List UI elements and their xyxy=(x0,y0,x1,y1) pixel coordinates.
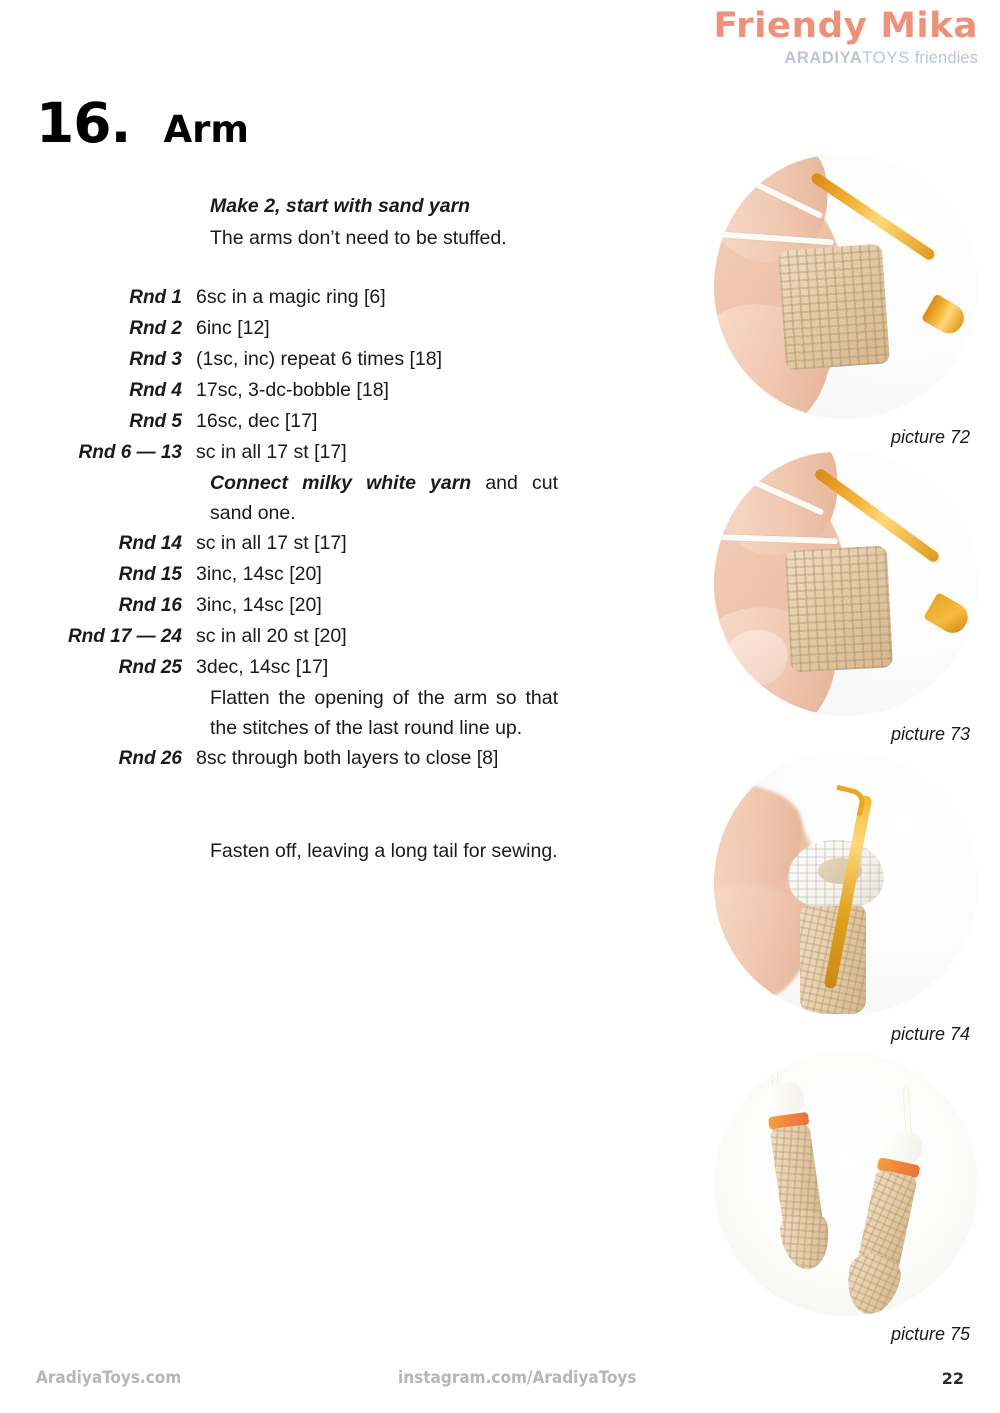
photo-73 xyxy=(714,452,978,716)
round-label: Rnd 26 xyxy=(118,748,182,769)
section-name: Arm xyxy=(163,108,249,151)
page-title xyxy=(36,91,249,155)
photo-72 xyxy=(714,155,978,419)
arm-hand-end xyxy=(778,1208,834,1272)
round-text: 3inc, 14sc [20] xyxy=(196,563,322,585)
page-header xyxy=(638,0,978,68)
brand-sub-friendies: friendies xyxy=(910,48,978,67)
photo-74 xyxy=(714,752,978,1016)
round-label: Rnd 3 xyxy=(129,349,182,370)
round-label: Rnd 2 xyxy=(129,318,182,339)
rounds-group-2 xyxy=(0,528,600,683)
round-row xyxy=(0,652,600,683)
rounds-group-1 xyxy=(0,282,600,468)
round-text: sc in all 20 st [20] xyxy=(196,625,347,647)
round-text: 3inc, 14sc [20] xyxy=(196,594,322,616)
fasten-off-note: Fasten off, leaving a long tail for sewing. xyxy=(210,840,558,862)
photo-block-74 xyxy=(698,752,978,1045)
note-connect-rest: and cut sand one. xyxy=(210,472,558,524)
round-text: 6inc [12] xyxy=(196,317,270,339)
brand-subtitle xyxy=(638,49,978,68)
crochet-fabric xyxy=(778,244,890,371)
page-footer xyxy=(0,1368,1000,1398)
footer-instagram[interactable]: instagram.com/AradiyaToys xyxy=(398,1368,637,1388)
round-row xyxy=(0,743,600,774)
round-row xyxy=(0,621,600,652)
note-connect-yarn xyxy=(210,468,558,528)
note-connect-strong: Connect milky white yarn xyxy=(210,472,472,494)
pattern-content xyxy=(0,190,600,867)
round-row xyxy=(0,344,600,375)
round-label: Rnd 15 xyxy=(118,564,182,585)
photo-block-75 xyxy=(698,1052,978,1345)
footer-page-number: 22 xyxy=(941,1369,964,1388)
photo-caption: picture 74 xyxy=(890,1024,970,1044)
round-label: Rnd 6 — 13 xyxy=(78,442,182,463)
crochet-fabric xyxy=(785,545,893,672)
photo-75 xyxy=(714,1052,978,1316)
brand-sub-aradiya: ARADIYA xyxy=(784,48,863,67)
round-label: Rnd 1 xyxy=(129,287,182,308)
section-number: 16. xyxy=(36,91,131,155)
rounds-group-3 xyxy=(0,743,600,774)
round-text: 17sc, 3-dc-bobble [18] xyxy=(196,379,389,401)
photo-block-72 xyxy=(698,155,978,448)
round-row xyxy=(0,282,600,313)
arm-white-cuff xyxy=(766,1080,806,1117)
round-text: sc in all 17 st [17] xyxy=(196,441,347,463)
intro-block xyxy=(210,190,560,254)
round-row xyxy=(0,375,600,406)
round-label: Rnd 25 xyxy=(118,657,182,678)
round-text: sc in all 17 st [17] xyxy=(196,532,347,554)
photo-block-73 xyxy=(698,452,978,745)
round-row xyxy=(0,559,600,590)
round-row xyxy=(0,590,600,621)
round-text: (1sc, inc) repeat 6 times [18] xyxy=(196,348,443,370)
round-text: 3dec, 14sc [17] xyxy=(196,656,329,678)
intro-bold-line: Make 2, start with sand yarn xyxy=(210,195,471,217)
round-row xyxy=(0,437,600,468)
round-label: Rnd 5 xyxy=(129,411,182,432)
round-label: Rnd 17 — 24 xyxy=(67,626,182,647)
round-text: 16sc, dec [17] xyxy=(196,410,318,432)
round-text: 6sc in a magic ring [6] xyxy=(196,286,386,308)
round-label: Rnd 4 xyxy=(129,380,182,401)
photo-caption: picture 72 xyxy=(890,427,970,447)
photo-background xyxy=(714,1052,978,1316)
round-row xyxy=(0,528,600,559)
brand-sub-toys: TOYS xyxy=(862,48,911,67)
round-row xyxy=(0,406,600,437)
footer-website[interactable]: AradiyaToys.com xyxy=(36,1368,182,1388)
photo-caption: picture 73 xyxy=(890,724,970,744)
round-label: Rnd 16 xyxy=(118,595,182,616)
brand-title: Friendy Mika xyxy=(713,6,978,46)
note-flatten: Flatten the opening of the arm so that the stitches of the last round line up. xyxy=(210,687,558,739)
intro-line: The arms don’t need to be stuffed. xyxy=(210,227,507,249)
round-row xyxy=(0,313,600,344)
round-label: Rnd 14 xyxy=(118,533,182,554)
round-text: 8sc through both layers to close [8] xyxy=(196,747,499,769)
photo-caption: picture 75 xyxy=(890,1324,970,1344)
